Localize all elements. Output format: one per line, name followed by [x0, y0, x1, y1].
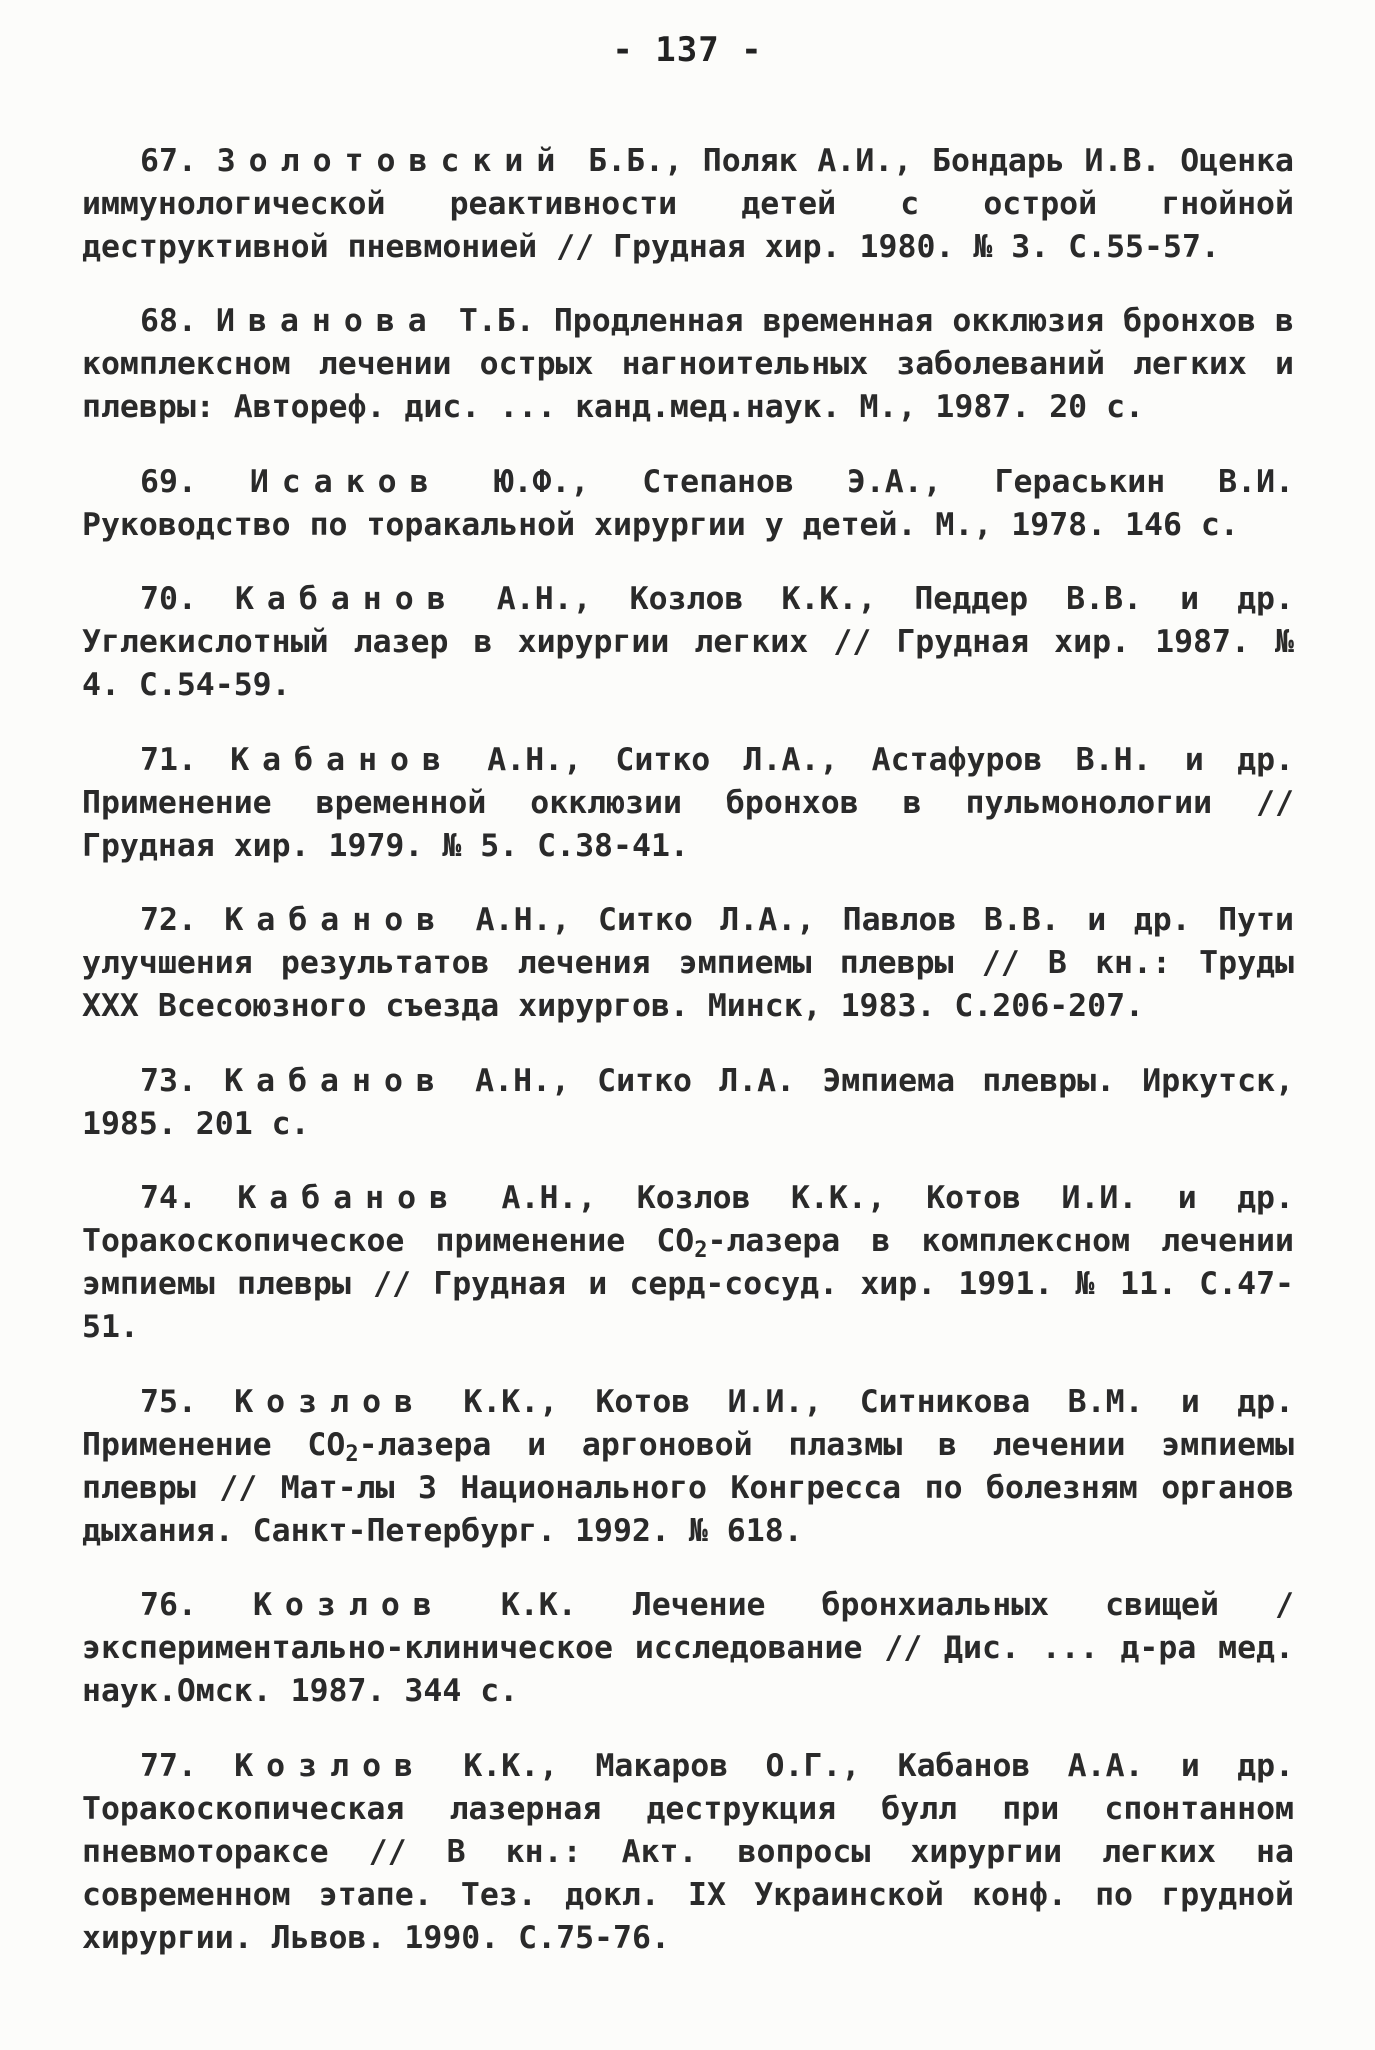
subscript: 2 [694, 1238, 708, 1263]
bibliography-entry-74 [82, 1177, 1294, 1349]
bibliography-entry-72 [82, 899, 1294, 1028]
entry-number: 74. [140, 1180, 197, 1216]
bibliography-entry-77 [82, 1745, 1294, 1960]
bibliography-entry-69 [82, 461, 1294, 547]
entry-number: 68. [140, 303, 197, 339]
entry-author-surname: Козлов [234, 1383, 427, 1420]
entry-author-surname: Кабанов [224, 902, 449, 938]
entry-citation-cont: -лазера и аргоновой плазмы в лечении эмпиемы плевры // Мат-лы 3 Национального Конгресса по болезням органов дыхания. Санкт-Петербург. 1992. № 618. [82, 1426, 1294, 1549]
bibliography-entry-71 [82, 739, 1294, 868]
entry-author-surname: Кабанов [237, 1180, 462, 1216]
page-number: - 137 - [612, 30, 763, 70]
entry-author-surname: Козлов [252, 1587, 445, 1623]
entry-number: 69. [140, 463, 197, 500]
entry-author-surname: Исаков [249, 463, 442, 500]
entry-author-surname: Козлов [234, 1747, 427, 1784]
entry-citation: А.Н., Ситко Л.А., Астафуров В.Н. и др. Применение временной окклюзии бронхов в пульмонологии // Грудная хир. 1979. № 5. С.38-41. [82, 741, 1294, 864]
entry-citation: К.К. Лечение бронхиальных свищей /экспериментально-клиническое исследование // Дис. ... д-ра мед. наук.Омск. 1987. 344 с. [82, 1587, 1294, 1709]
entry-citation-cont: -лазера в комплексном лечении эмпиемы плевры // Грудная и серд-сосуд. хир. 1991. № 11. С.47-51. [82, 1223, 1294, 1345]
entry-author-surname: Кабанов [234, 581, 459, 617]
entry-citation: Ю.Ф., Степанов Э.А., Гераськин В.И. Руководство по торакальной хирургии у детей. М., 1978. 146 с. [82, 463, 1294, 543]
entry-citation: А.Н., Ситко Л.А., Павлов В.В. и др. Пути улучшения результатов лечения эмпиемы плевры // В кн.: Труды XXX Всесоюзного съезда хирургов. Минск, 1983. С.206-207. [82, 902, 1294, 1024]
entry-citation: К.К., Котов И.И., Ситникова В.М. и др. Применение СО [82, 1383, 1295, 1463]
entry-number: 76. [140, 1587, 197, 1623]
bibliography-entry-73 [82, 1060, 1294, 1146]
bibliography-entry-70 [82, 578, 1294, 707]
entry-number: 67. [140, 142, 197, 179]
entry-citation: А.Н., Козлов К.К., Педдер В.В. и др. Углекислотный лазер в хирургии легких // Грудная хир. 1987. № 4. С.54-59. [82, 581, 1294, 703]
entry-citation: А.Н., Козлов К.К., Котов И.И. и др. Торакоскопическое применение СО [82, 1180, 1294, 1259]
entry-number: 70. [140, 581, 197, 617]
entry-number: 71. [140, 741, 197, 778]
bibliography-entry-67 [82, 140, 1294, 269]
entry-citation: Б.Б., Поляк А.И., Бондарь И.В. Оценка иммунологической реактивности детей с острой гнойной деструктивной пневмонией // Грудная хир. 1980. № 3. С.55-57. [82, 142, 1295, 265]
entry-number: 72. [140, 902, 197, 938]
bibliography-entry-75 [82, 1381, 1294, 1553]
entry-author-surname: Кабанов [224, 1062, 448, 1099]
entry-citation: К.К., Макаров О.Г., Кабанов А.А. и др. Торакоскопическая лазерная деструкция булл при спонтанном пневмотораксе // В кн.: Акт. вопросы хирургии легких на современном этапе. Тез. докл. IX Украинской конф. по грудной хирургии. Львов. 1990. С.75-76. [82, 1747, 1295, 1956]
entry-author-surname: Кабанов [230, 741, 454, 778]
bibliography-entry-68 [82, 300, 1294, 429]
bibliography-list [82, 108, 1294, 1976]
entry-number: 77. [140, 1747, 197, 1784]
subscript: 2 [345, 1441, 359, 1467]
entry-author-surname: Золотовский [216, 142, 569, 179]
entry-citation: Т.Б. Продленная временная окклюзия бронхов в комплексном лечении острых нагноительных заболеваний легких и плевры: Автореф. дис. ... канд.мед.наук. М., 1987. 20 с. [82, 303, 1294, 425]
entry-number: 75. [140, 1383, 197, 1420]
entry-number: 73. [140, 1062, 197, 1099]
entry-citation: А.Н., Ситко Л.А. Эмпиема плевры. Иркутск, 1985. 201 с. [82, 1062, 1294, 1142]
bibliography-entry-76 [82, 1584, 1294, 1713]
entry-author-surname: Иванова [216, 303, 440, 339]
